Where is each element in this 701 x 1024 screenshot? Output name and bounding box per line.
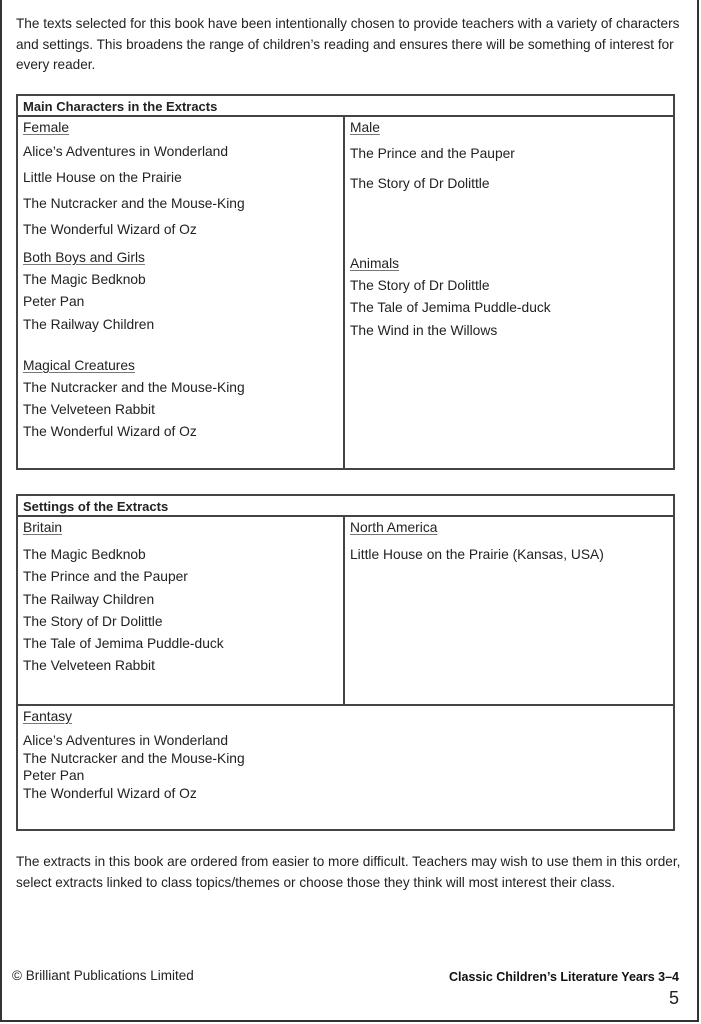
list-item: The Tale of Jemima Puddle-duck xyxy=(350,300,551,316)
category-heading: Magical Creatures xyxy=(23,357,135,373)
list-item: The Magic Bedknob xyxy=(23,547,146,562)
list-item: The Railway Children xyxy=(23,591,155,607)
list-item: The Nutcracker and the Mouse-King xyxy=(23,750,245,766)
settings-north-america-cell xyxy=(344,516,674,705)
list-item: The Tale of Jemima Puddle-duck xyxy=(23,636,224,652)
characters-left-column xyxy=(17,116,344,469)
list-item: The Velveteen Rabbit xyxy=(23,402,155,418)
category-animals xyxy=(350,256,668,342)
list-item: The Story of Dr Dolittle xyxy=(23,613,163,629)
list-item: The Wonderful Wizard of Oz xyxy=(23,785,197,801)
list-item: Little House on the Prairie (Kansas, USA) xyxy=(350,547,604,562)
list-item: The Wonderful Wizard of Oz xyxy=(23,424,197,440)
category-heading: Both Boys and Girls xyxy=(23,250,145,265)
footer-copyright: © Brilliant Publications Limited xyxy=(12,968,194,983)
category-heading: Male xyxy=(350,120,380,135)
list-item: The Wonderful Wizard of Oz xyxy=(23,222,197,237)
category-heading: Animals xyxy=(350,256,400,271)
list-item: The Story of Dr Dolittle xyxy=(350,278,490,293)
characters-right-column xyxy=(344,116,674,469)
list-item: The Prince and the Pauper xyxy=(23,569,188,585)
list-item: The Wind in the Willows xyxy=(350,322,498,338)
settings-table xyxy=(16,494,675,831)
category-heading: Britain xyxy=(23,520,63,535)
category-magical-creatures xyxy=(23,358,338,444)
main-characters-table xyxy=(16,94,675,470)
category-male xyxy=(350,120,668,199)
list-item: Little House on the Prairie xyxy=(23,170,182,185)
list-item: The Nutcracker and the Mouse-King xyxy=(23,196,245,211)
list-item: The Nutcracker and the Mouse-King xyxy=(23,379,245,395)
category-heading: North America xyxy=(350,520,438,535)
intro-paragraph: The texts selected for this book have been intentionally chosen to provide teachers with a variety of characters and settings. This broadens the range of children’s reading and ensures there will be something of interest for every reader. xyxy=(16,16,680,72)
list-item: The Velveteen Rabbit xyxy=(23,658,155,674)
list-item: The Magic Bedknob xyxy=(23,272,146,287)
footer-book-title: Classic Children’s Literature Years 3–4 xyxy=(449,970,679,984)
list-item: Alice’s Adventures in Wonderland xyxy=(23,733,229,748)
table-title: Settings of the Extracts xyxy=(17,495,674,516)
list-item: The Railway Children xyxy=(23,316,155,332)
list-item: Peter Pan xyxy=(23,294,85,310)
category-both xyxy=(23,250,338,336)
list-item: Peter Pan xyxy=(23,768,85,783)
category-heading: Fantasy xyxy=(23,709,73,724)
category-female xyxy=(23,120,338,243)
outro-paragraph: The extracts in this book are ordered from easier to more difficult. Teachers may wish to use them in this order, select extracts linked to class topics/themes or choose those they think will most interest their class. xyxy=(16,854,681,890)
settings-fantasy-cell xyxy=(17,705,674,830)
list-item: The Prince and the Pauper xyxy=(350,146,515,161)
page-number: 5 xyxy=(668,988,679,1008)
list-item: Alice’s Adventures in Wonderland xyxy=(23,144,229,159)
category-heading: Female xyxy=(23,120,70,135)
list-item: The Story of Dr Dolittle xyxy=(350,176,490,191)
settings-britain-cell xyxy=(17,516,344,705)
table-title: Main Characters in the Extracts xyxy=(17,95,674,116)
